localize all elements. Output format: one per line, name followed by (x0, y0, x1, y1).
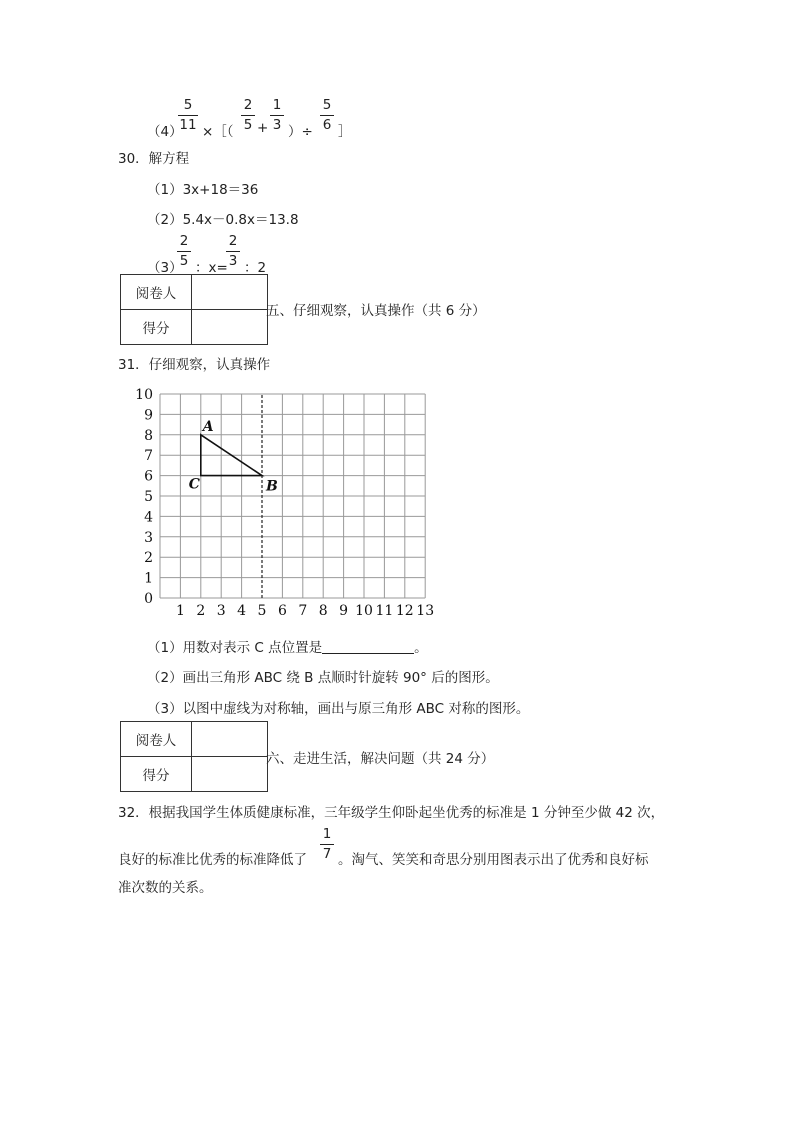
operator: ）÷ (288, 124, 313, 140)
denominator: 5 (179, 252, 189, 269)
q30-item2: （2）5.4x－0.8x＝13.8 (147, 212, 299, 228)
reviewer-field[interactable] (192, 722, 268, 757)
fraction-bar (241, 115, 255, 116)
y-tick-label: 10 (135, 387, 153, 403)
denominator: 6 (322, 116, 332, 133)
q31-title: 31．仔细观察，认真操作 (118, 357, 271, 373)
q32-line3: 准次数的关系。 (118, 880, 213, 896)
score-field[interactable] (192, 757, 268, 792)
q31-sub1-suffix: 。 (414, 640, 428, 656)
fraction-bar (270, 115, 284, 116)
numerator: 2 (228, 233, 238, 249)
point-label: B (266, 478, 278, 495)
score-table (120, 274, 268, 345)
q31-sub2: （2）画出三角形 ABC 绕 B 点顺时针旋转 90° 后的图形。 (147, 670, 499, 686)
fraction-bar (320, 844, 334, 845)
reviewer-field[interactable] (192, 275, 268, 310)
x-tick-label: 11 (375, 603, 394, 619)
score-label: 得分 (121, 310, 192, 345)
x-tick-label: 8 (318, 603, 328, 619)
fraction-bar (177, 251, 191, 252)
numerator: 5 (183, 97, 193, 113)
y-tick-label: 4 (144, 509, 153, 526)
score-field[interactable] (192, 310, 268, 345)
fraction (270, 99, 284, 132)
section6-title: 六、走进生活，解决问题（共 24 分） (266, 751, 495, 767)
denominator: 3 (228, 252, 238, 269)
denominator: 11 (179, 116, 197, 133)
x-tick-label: 3 (216, 603, 226, 619)
x-tick-label: 5 (257, 603, 267, 619)
x-tick-label: 10 (355, 603, 373, 619)
denominator: 3 (272, 116, 282, 133)
reviewer-label: 阅卷人 (121, 275, 192, 310)
numerator: 2 (243, 97, 253, 113)
q32-line2-after: 。淘气、笑笑和奇思分别用图表示出了优秀和良好标 (338, 852, 649, 868)
section5-title: 五、仔细观察，认真操作（共 6 分） (266, 303, 486, 319)
y-tick-label: 2 (144, 550, 153, 567)
fraction (320, 99, 334, 132)
x-tick-label: 2 (196, 603, 206, 619)
score-table (120, 721, 268, 792)
y-tick-label: 6 (144, 468, 153, 485)
numerator: 1 (272, 97, 282, 113)
y-tick-label: 7 (144, 448, 153, 465)
x-tick-label: 12 (395, 603, 414, 619)
x-tick-label: 13 (416, 603, 435, 619)
y-tick-label: 1 (144, 570, 153, 587)
q32-line1: 32．根据我国学生体质健康标准，三年级学生仰卧起坐优秀的标准是 1 分钟至少做 42 次， (118, 805, 665, 821)
y-tick-label: 5 (144, 489, 153, 505)
operator: + (257, 120, 269, 136)
score-label: 得分 (121, 757, 192, 792)
fraction-bar (178, 115, 198, 116)
answer-blank[interactable] (322, 640, 414, 654)
x-tick-label: 7 (298, 603, 308, 619)
denominator: 7 (322, 845, 332, 862)
x-tick-label: 9 (339, 603, 349, 619)
fraction-bar (320, 115, 334, 116)
coordinate-grid (130, 382, 440, 622)
point-label: C (188, 476, 200, 493)
point-label: A (202, 418, 214, 435)
q31-sub1 (147, 636, 428, 656)
x-tick-label: 1 (175, 603, 185, 619)
q30-title: 30．解方程 (118, 151, 190, 167)
x-tick-label: 4 (237, 603, 247, 619)
numerator: 5 (322, 97, 332, 113)
fraction-bar (226, 251, 240, 252)
y-tick-label: 3 (144, 529, 153, 546)
q30-item3-end: ：2 (244, 260, 267, 276)
expr4-label: （4） (147, 124, 183, 140)
numerator: 1 (322, 826, 332, 842)
reviewer-label: 阅卷人 (121, 722, 192, 757)
denominator: 5 (243, 116, 253, 133)
q31-sub3: （3）以图中虚线为对称轴，画出与原三角形 ABC 对称的图形。 (147, 701, 530, 717)
fraction (241, 99, 255, 132)
y-tick-label: 0 (144, 591, 153, 607)
numerator: 2 (179, 233, 189, 249)
fraction (178, 99, 198, 132)
q32-line2-before: 良好的标准比优秀的标准降低了 (118, 852, 307, 868)
q30-item1: （1）3x+18＝36 (147, 182, 259, 198)
y-tick-label: 9 (144, 407, 153, 424)
operator: ×［（ (202, 124, 234, 140)
fraction (226, 235, 240, 268)
fraction (177, 235, 191, 268)
q31-sub1-prefix: （1）用数对表示 C 点位置是 (147, 640, 323, 656)
operator: ］ (338, 124, 352, 140)
q30-item3-mid: ：x= (195, 260, 228, 276)
fraction (320, 828, 334, 861)
q30-item3-label: （3） (147, 260, 183, 276)
y-tick-label: 8 (144, 427, 153, 444)
x-tick-label: 6 (277, 603, 287, 619)
